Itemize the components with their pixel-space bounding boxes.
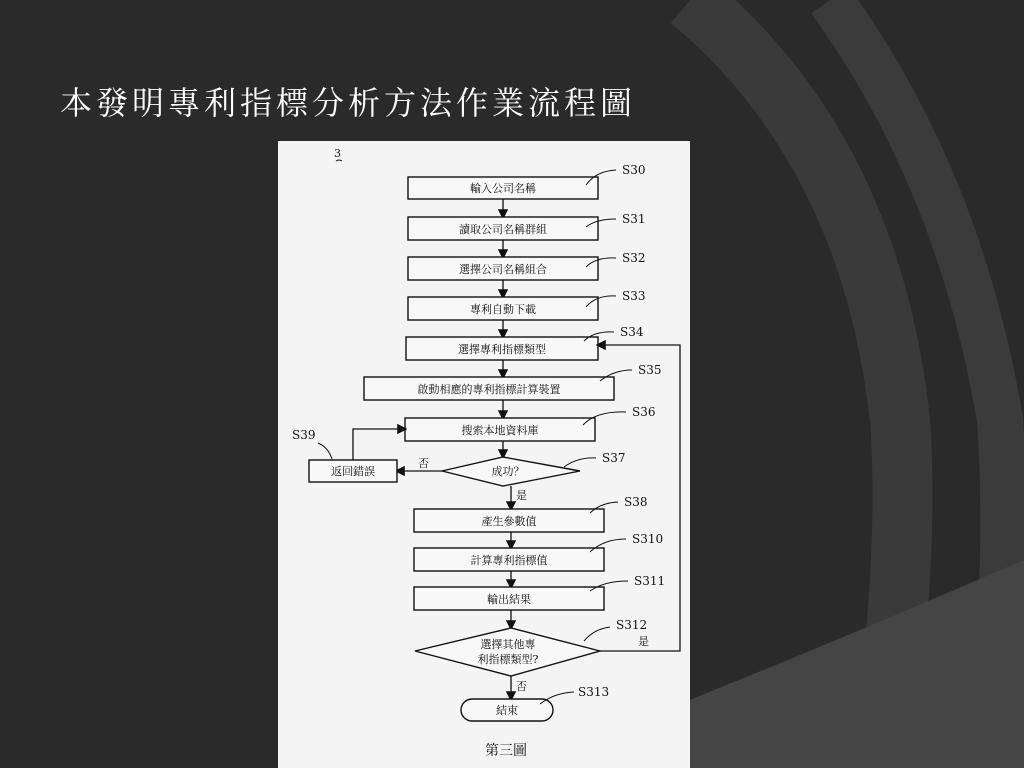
node-s31-step: S31 (622, 212, 646, 226)
edge-s312-no: 否 (516, 680, 527, 693)
flowchart-scan (278, 141, 690, 768)
node-s312-diamond (415, 628, 600, 676)
node-s312-line1: 選擇其他專 (480, 638, 536, 651)
node-s312-line2: 利指標類型? (477, 653, 539, 666)
node-s313-label: 結束 (496, 704, 518, 717)
node-s311-label: 輸出結果 (487, 593, 531, 606)
node-s311-step: S311 (634, 574, 666, 588)
node-s35-step: S35 (638, 363, 662, 377)
node-s36-step: S36 (632, 405, 656, 419)
page-mark: 3 (334, 147, 341, 160)
node-s37-label: 成功？ (491, 465, 525, 478)
node-s313-step: S313 (578, 685, 610, 699)
edge-s37-yes: 是 (516, 489, 527, 502)
node-s31-label: 讀取公司名稱群組 (459, 223, 547, 236)
node-s34-step: S34 (620, 325, 644, 339)
node-s38-label: 產生參數值 (481, 515, 537, 528)
node-s38-step: S38 (624, 495, 648, 509)
node-s312-step: S312 (616, 618, 648, 632)
flowchart-diagram (278, 141, 690, 768)
node-s39-step: S39 (292, 428, 316, 442)
node-s30-label: 輸入公司名稱 (470, 182, 536, 195)
node-s36-label: 搜索本地資料庫 (461, 424, 539, 437)
node-s37-step: S37 (602, 451, 626, 465)
figure-caption: 第三圖 (485, 743, 527, 759)
edge-s37-no: 否 (418, 457, 429, 470)
node-s39-label: 返回錯誤 (331, 465, 375, 478)
slide-title: 本發明專利指標分析方法作業流程圖 (60, 84, 637, 122)
node-s35-label: 啟動相應的專利指標計算裝置 (417, 383, 561, 396)
node-s33-label: 專利自動下載 (470, 303, 536, 316)
node-s310-step: S310 (632, 532, 664, 546)
node-s34-label: 選擇專利指標類型 (458, 343, 546, 356)
node-s32-label: 選擇公司名稱組合 (459, 263, 547, 276)
node-s30-step: S30 (622, 163, 646, 177)
node-s33-step: S33 (622, 289, 646, 303)
node-s32-step: S32 (622, 251, 646, 265)
node-s310-label: 計算專利指標值 (470, 554, 548, 567)
edge-s312-yes: 是 (638, 635, 649, 648)
